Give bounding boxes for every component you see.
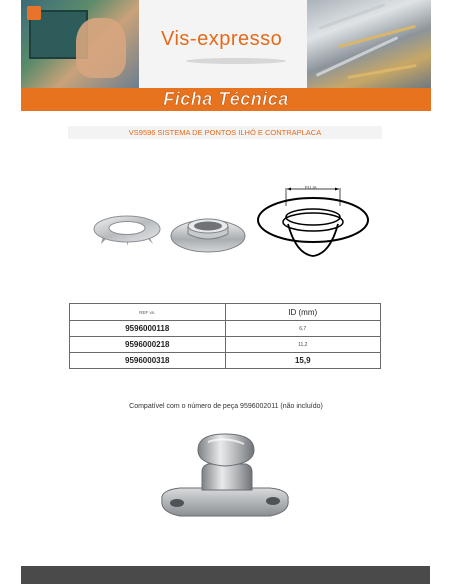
logo-mark-icon	[27, 6, 41, 20]
ref-cell: 9596000118	[70, 321, 226, 337]
col-ref-header: REF vs.	[70, 304, 226, 321]
dimension-label: EU IA	[305, 185, 317, 190]
product-title: VS9596 SISTEMA DE PONTOS ILHÓ E CONTRAPLACA	[128, 128, 322, 137]
id-cell: 11,2	[225, 337, 381, 353]
screws-photo	[307, 0, 431, 88]
compat-note: Compatível com o número de peça 9596002011 (não incluído)	[129, 403, 323, 410]
electronics-photo	[21, 0, 139, 88]
footer-bar	[21, 566, 430, 584]
col-id-header: ID (mm)	[225, 304, 381, 321]
id-cell: 15,9	[225, 353, 381, 369]
table-header-row	[70, 304, 381, 321]
spec-table	[69, 303, 381, 369]
eyelet-image	[170, 208, 246, 258]
fastener-image	[150, 428, 300, 526]
ref-cell: 9596000218	[70, 337, 226, 353]
hand-image	[76, 18, 126, 78]
brand-swoosh	[186, 58, 286, 64]
table-row	[70, 337, 381, 353]
brand-name: Vis-expresso	[161, 28, 283, 50]
banner-title: Ficha Técnica	[163, 89, 289, 109]
table-row	[70, 321, 381, 337]
header-banner	[21, 0, 431, 111]
technical-drawing	[256, 184, 370, 268]
table-row	[70, 353, 381, 369]
id-cell: 6,7	[225, 321, 381, 337]
ref-cell: 9596000318	[70, 353, 226, 369]
washer-image	[93, 214, 161, 246]
